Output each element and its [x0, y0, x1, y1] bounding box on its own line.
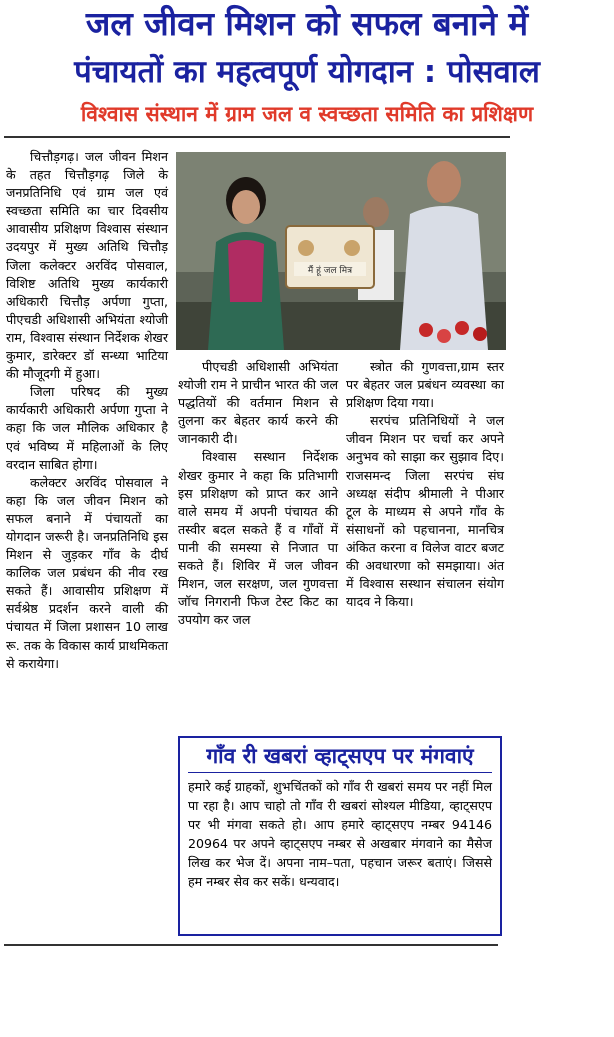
article-column-3	[346, 358, 504, 611]
column1-paragraph-3: कलेक्टर अरविंद पोसवाल ने कहा कि जल जीवन मिशन को सफल बनाने में पंचायतों का योगदान जरूरी है। जनप्रतिनिधि इस मिशन से जुड़कर गाँव के दीर्घ कालिक जल प्रबंधन की नीव रख सकते हैं। आवासीय प्रशिक्षण में सर्वश्रेष्ठ प्रदर्शन करने वाली की पंचायत में जिला प्रशासन 10 लाख रू. तक के विकास कार्य प्राथमिकता से करायेगा।	[6, 474, 168, 671]
column2-paragraph-2: विश्वास सस्थान निर्देशक शेखर कुमार ने कहा कि प्रतिभागी इस प्रशिक्षण को प्राप्त कर आने वाले समय में अपनी पंचायत की तस्वीर बदल सकते हैं व गाँवों में पानी की समस्या से निजात पा सकते हैं। शिविर में जल जीवन मिशन, जल सरक्षण, जल गुणवत्ता जॉच निगरानी फिज टेस्ट किट का उपयोग कर जल	[178, 449, 338, 628]
notice-body: हमारे कई ग्राहकों, शुभचिंतकों को गाँव री खबरां समय पर नहीं मिल पा रहा है। आप चाहो तो गाँव री खबरां सोश्यल मीडिया, व्हाट्सएप पर भी मंगवा सकते हो। आप हमारे व्हाट्सएप नम्बर 94146 20964 पर अपने व्हाट्सएप नम्बर से अखबार मंगवाने का मैसेज लिख कर भेज दें। अपना नाम–पता, पहचान जरूर बताएं। जिससे हम नम्बर सेव कर सकें। धन्यवाद।	[188, 779, 492, 889]
column1-paragraph-1: चित्तौड़गढ़। जल जीवन मिशन के तहत चित्तौड़गढ़ जिले के जनप्रतिनिधि एवं ग्राम जल एवं स्वच्छता समिति का चार दिवसीय आवासीय प्रशिक्षण विश्वास संस्थान उदयपुर में मुख्य अतिथि चित्तौड़ जिला कलेक्टर अरविंद पोसवाल, विशिष्ट अतिथि मुख्य कार्यकारी अधिकारी चित्तौड़ अर्पणा गुप्ता, पीएचडी अधिशासी अभियंता श्योजी राम, विश्वास संस्थान निर्देशक शेखर कुमार, डारेक्टर डॉ सन्ध्या भाटिया की मौजूदगी में हुआ।	[6, 149, 168, 382]
headline-line-2: पंचायतों का महत्वपूर्ण योगदान : पोसवाल	[74, 54, 540, 90]
subheadline: विश्वास संस्थान में ग्राम जल व स्वच्छता समिति का प्रशिक्षण	[80, 102, 534, 126]
top-rule	[4, 136, 510, 138]
photo-illustration	[176, 152, 506, 350]
article-column-1	[6, 148, 168, 673]
column3-paragraph-1: स्त्रोत की गुणवत्ता,ग्राम स्तर पर बेहतर जल प्रबंधन व्यवस्था का प्रशिक्षण दिया गया।	[346, 359, 504, 411]
column1-paragraph-2: जिला परिषद की मुख्य कार्यकारी अधिकारी अर्पणा गुप्ता ने कहा कि जल मौलिक अधिकार है एवं भविष्य में महिलाओं के लिए वरदान साबित होगा।	[6, 384, 168, 472]
column3-paragraph-2: सरपंच प्रतिनिधियों ने जल जीवन मिशन पर चर्चा कर अपने अनुभव को साझा कर सुझाव दिए। राजसमन्द जिला सरपंच संघ अध्यक्ष संदीप श्रीमाली ने पीआर टूल के माध्यम से अपने गाँव के संसाधनों को पहचानना, मानचित्र अंकित करना व विलेज वाटर बजट की अवधारणा को समझाया। अंत में विश्वास सस्थान संचालन संयोग यादव ने किया।	[346, 413, 504, 610]
whatsapp-notice-box	[178, 736, 502, 936]
column2-paragraph-1: पीएचडी अधिशासी अभियंता श्योजी राम ने प्राचीन भारत की जल पद्धतियों की वर्तमान मिशन से तुलना कर बेहतर कार्य करने की जानकारी दी।	[178, 359, 338, 447]
photo-plaque-text: मैं हूं जल मित्र	[307, 266, 353, 276]
bottom-rule	[4, 944, 498, 946]
news-photo	[176, 152, 506, 350]
headline-line-1: जल जीवन मिशन को सफल बनाने में	[85, 4, 529, 43]
notice-title: गाँव री खबरां व्हाट्सएप पर मंगवाएं	[188, 742, 492, 773]
article-column-2	[178, 358, 338, 629]
